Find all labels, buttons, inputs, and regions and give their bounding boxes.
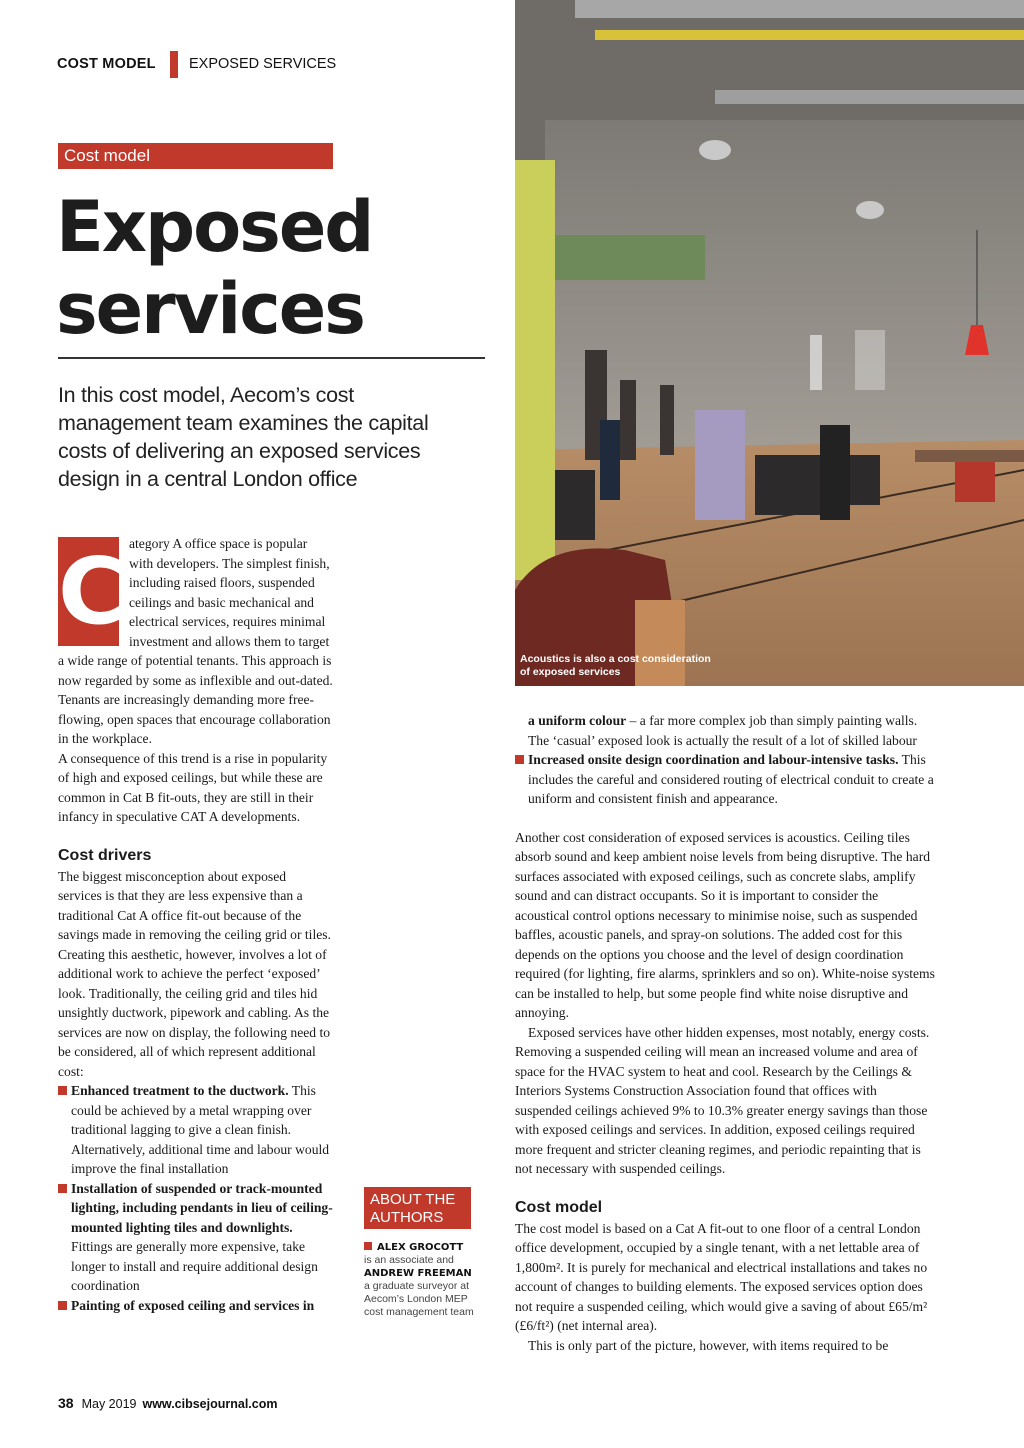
lobby-photo [515,0,1024,686]
issue-date: May 2019 [81,1397,137,1411]
bullet-bold: Enhanced treatment to the ductwork. [71,1083,289,1098]
left-column [58,534,333,1315]
author-name-2: ANDREW FREEMAN [364,1268,472,1279]
intro-paragraph-2: A consequence of this trend is a rise in popularity of high and exposed ceilings, but while these are common in Cat B fit-outs, they are still in their infancy in speculative CAT A developments. [58,750,328,824]
article-title [56,186,496,350]
bullet-square-icon [58,1184,67,1193]
standfirst: In this cost model, Aecom’s cost management team examines the capital costs of delivering an exposed services design in a central London office [58,383,429,491]
section-label: COST MODEL [57,56,156,72]
title-line-1: Exposed [56,186,373,268]
right-column [515,711,935,1355]
bullet-text: Fittings are generally more expensive, take longer to install and require additional design coordination [71,1239,318,1293]
bullet-text: This includes the careful and considered routing of electrical conduit to create a uniform and consistent finish and appearance. [528,752,934,806]
bullet-text: – a far more complex job than simply painting walls. The ‘casual’ exposed look is actually the result of a lot of skilled labour [528,713,918,748]
journal-url: www.cibsejournal.com [142,1397,278,1411]
cost-model-paragraph: The cost model is based on a Cat A fit-out to one floor of a central London office development, occupied by a single tenant, with a net lettable area of 1,800m². It is purely for mechanical and electrical installations and takes no account of changes to building elements. The exposed services option does not require a suspended ceiling, which would give a saving of about £65/m² (£6/ft²) (net internal area). [515,1220,928,1333]
author-rest-text: a graduate surveyor at Aecom’s London MEP cost management team [364,1280,474,1318]
closing-paragraph: This is only part of the picture, however, with items required to be [528,1337,889,1353]
bullet-square-icon [58,1086,67,1095]
author-name-1: ALEX GROCOTT [377,1242,464,1253]
category-label: Cost model [58,143,333,169]
bullet-item [58,1296,333,1316]
about-authors-heading: ABOUT THE AUTHORS [364,1187,471,1229]
bullet-square-icon [58,1301,67,1310]
bullet-item [58,1081,333,1179]
cost-drivers-text: The biggest misconception about exposed services is that they are less expensive than a traditional Cat A office fit-out because of the savings made in removing the ceiling grid or tiles. Creating this aesthetic, however, involves a lot of additional work to achieve the perfect ‘exposed’ look. Traditionally, the ceiling grid and tiles hid unsightly ductwork, pipework and cabling. As the services are now on display, the following need to be considered, all of which represent additional cost: [58,868,331,1079]
header-divider [170,51,178,78]
bullet-text: This could be achieved by a metal wrapping over traditional lagging to give a clean finish. Alternatively, additional time and labour would improve the final installation [71,1083,330,1176]
drop-cap: C [58,538,126,645]
bullet-item [515,750,935,809]
page-footer [58,1395,277,1411]
bullet-square-icon [515,755,524,764]
energy-paragraph: Exposed services have other hidden expenses, most notably, energy costs. Removing a suspended ceiling will mean an increased volume and area of space for the HVAC system to heat and cool. Research by the Ceilings & Interiors Systems Construction Association found that offices with suspended ceilings achieved 9% to 10.3% greater energy savings than those with exposed ceilings and services. In addition, exposed ceilings required more frequent and stricter cleaning regimes, and periodic repainting that is not necessary with suspended ceilings. [515,1024,930,1176]
photo-caption: Acoustics is also a cost consideration of exposed services [520,653,711,678]
bullet-item [58,1179,333,1296]
cost-model-heading: Cost model [515,1198,603,1216]
bullet-continuation [515,711,935,750]
bullet-bold: Painting of exposed ceiling and services in [71,1297,315,1313]
cost-drivers-heading: Cost drivers [58,846,152,864]
intro-paragraph: ategory A office space is popular with developers. The simplest finish, including raised floors, suspended ceilings and basic mechanical and electrical services, requires minimal investment and allows them to target a wide range of potential tenants. This approach is now regarded by some as inflexible and out-dated. Tenants are increasingly demanding more free-flowing, open spaces that encourage collaboration in the workplace. [58,536,333,746]
title-rule [58,357,485,359]
bullet-bold: Increased onsite design coordination and labour-intensive tasks. [528,752,899,767]
bullet-bold: Installation of suspended or track-mounted lighting, including pendants in lieu of ceiling-mounted lighting tiles and downlights. [71,1180,333,1235]
acoustics-paragraph: Another cost consideration of exposed services is acoustics. Ceiling tiles absorb sound and keep ambient noise levels from being disruptive. The hard surfaces associated with exposed ceilings, such as concrete slabs, amplify sound and can distract occupants. So it is important to consider the acoustical control options necessary to minimise noise, such as suspended baffles, acoustic panels, and spray-on solutions. The added cost for this depends on the options you choose and the level of design coordination required (for lighting, fire alarms, sprinklers and so on). White-noise systems can be installed to help, but some people find white noise disruptive and annoying. [515,829,935,1020]
bullet-bold: a uniform colour [528,713,627,728]
author-mid-text: is an associate and [364,1254,454,1266]
section-topic: EXPOSED SERVICES [189,56,337,72]
title-line-2: services [56,268,364,350]
page-number: 38 [58,1395,74,1411]
bullet-square-icon [364,1242,372,1250]
about-authors-text [364,1241,474,1319]
